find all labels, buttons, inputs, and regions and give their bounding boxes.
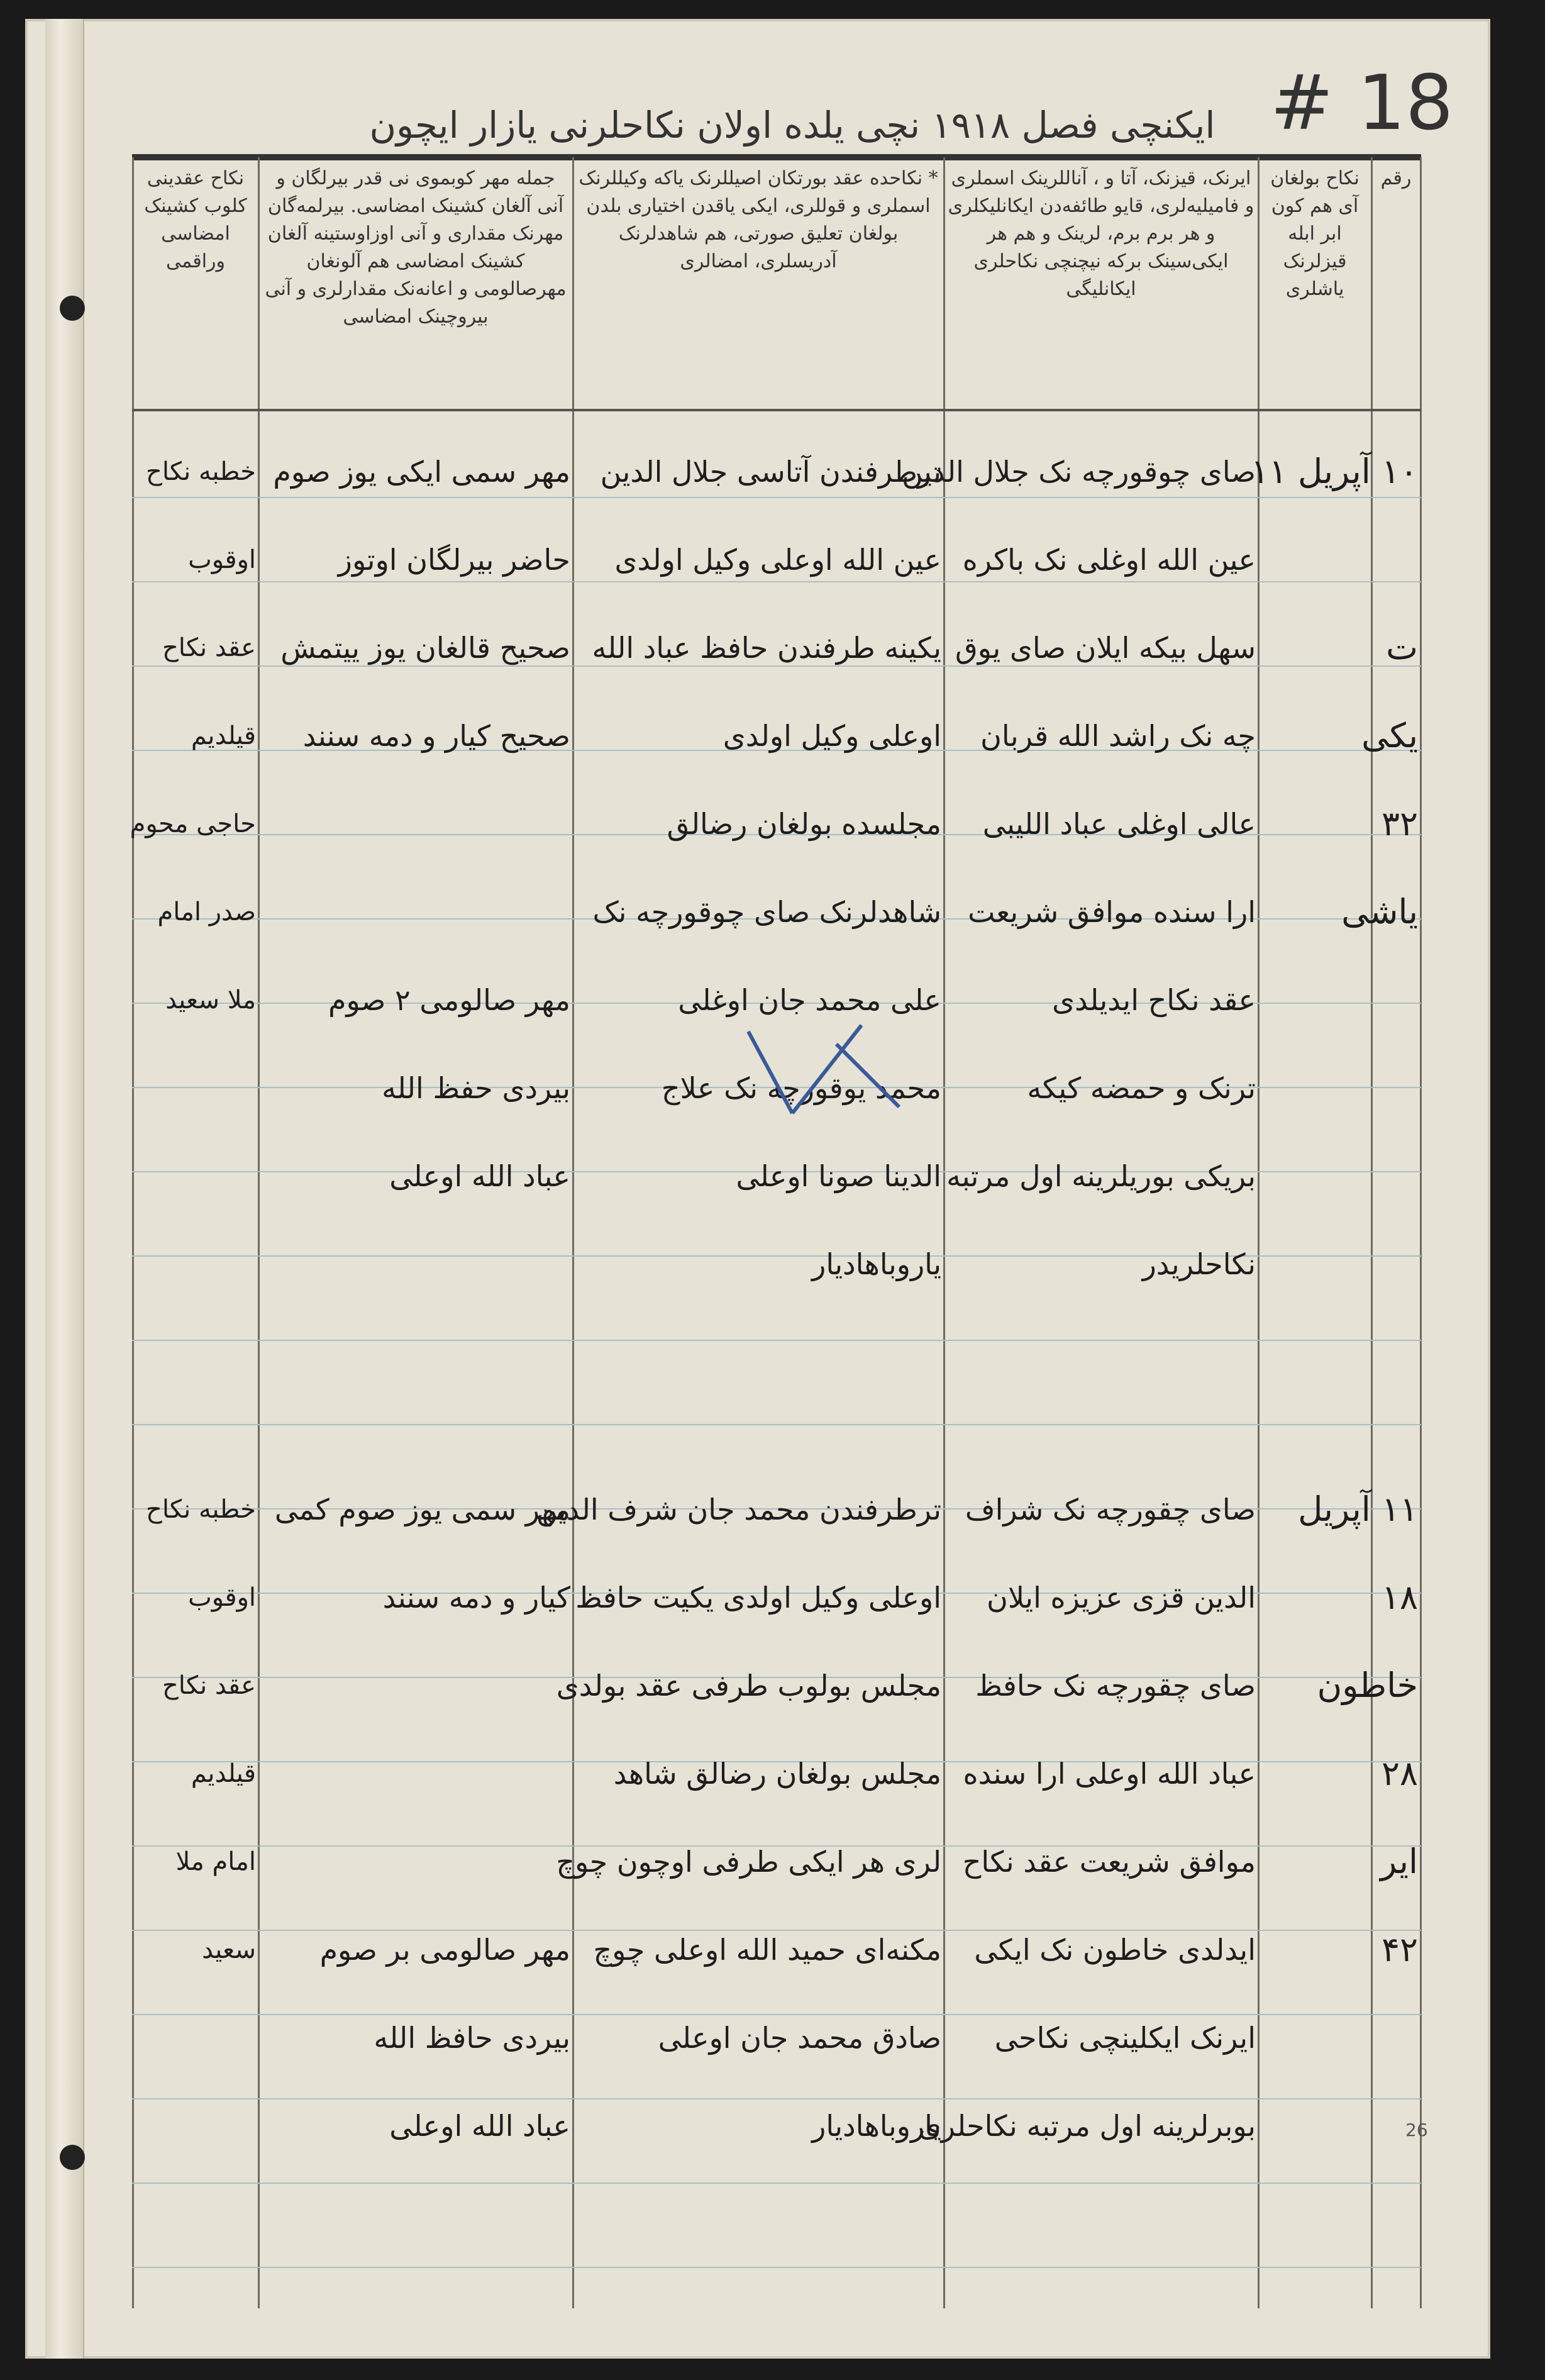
date-cell: ت — [1386, 628, 1418, 667]
names-cell: بوبرلرینه اول مرتبه نکاحلری — [918, 2109, 1256, 2143]
page-heading: ایکنچی فصل ۱۹۱۸ نچی یلده اولان نکاحلرنی یازار ایچون — [369, 104, 1216, 147]
column-header: جمله مهر کوبموی نی قدر بیرلگان و آنی آلغان کشینک امضاسی. بیرلمه‌گان مهرنک مقداری و آنی اوزاوستینه آلغان کشینک امضاسی هم آلونغان مهرصالومی و اعانه‌نک مقدارلری و آنی بیروچینک امضاسی — [265, 167, 567, 328]
parties-cell: صادق محمد جان اوعلی — [658, 2021, 941, 2055]
names-cell: الدین قزی عزیزه ایلان — [987, 1581, 1256, 1615]
parties-cell: علی محمد جان اوغلی — [678, 983, 941, 1017]
date-cell: یکی — [1361, 716, 1418, 755]
names-cell: عباد الله اوعلی ارا سنده — [963, 1757, 1256, 1791]
ruled-line — [132, 1340, 1421, 1341]
names-cell: ایرنک ایکلینچی نکاحی — [994, 2021, 1256, 2055]
mahr-cell: بیردی حافظ الله — [374, 2021, 570, 2055]
folio-number: # 18 — [1270, 60, 1454, 147]
binding-strip — [45, 19, 84, 2359]
parties-cell: مجلس بولغان رضالق شاهد — [613, 1757, 941, 1791]
parties-cell: شاهدلرنک صای چوقورچه نک — [592, 895, 941, 929]
mahr-cell: صحیح قالغان یوز ییتمش — [280, 631, 570, 665]
date-cell: خاطون — [1317, 1665, 1418, 1705]
names-cell: عالی اوغلی عباد اللیبی — [982, 807, 1256, 841]
names-cell: نکاحلریدر — [1142, 1247, 1256, 1281]
date-cell: ۱۸ — [1381, 1577, 1418, 1617]
date-cell: ۱۰ آپریل ۱۱ — [1250, 452, 1418, 491]
imam-cell: صدر امام — [157, 898, 256, 926]
date-cell: ۳۲ — [1381, 804, 1418, 843]
mahr-cell — [261, 1730, 570, 1818]
mahr-cell: صحیح کیار و دمه سنند — [302, 719, 570, 753]
header-bottom-rule — [132, 409, 1421, 411]
mahr-cell: عباد الله اوعلی — [389, 1159, 570, 1193]
parties-cell: یاروباهادیار — [812, 1247, 941, 1281]
imam-cell: عقد نکاح — [162, 1671, 256, 1700]
parties-cell: لری هر ایکی طرفی اوچون چوچ — [556, 1845, 941, 1879]
names-cell: عقد نکاح ایدیلدی — [1052, 983, 1256, 1017]
column-divider — [1420, 157, 1422, 2308]
ruled-line — [132, 2183, 1421, 2184]
imam-cell: ملا سعید — [165, 986, 256, 1015]
column-header: نکاح عقدینی کلوب کشینک امضاسی وراقمی — [144, 167, 247, 272]
names-cell: صای چقورچه نک شراف — [965, 1493, 1256, 1526]
imam-cell: عقد نکاح — [162, 633, 256, 662]
imam-cell: قیلدیم — [191, 721, 256, 750]
names-cell: سهل بیکه ایلان صای یوق — [955, 631, 1256, 665]
imam-cell: اوقوب — [188, 545, 256, 574]
column-header: نکاح بولغان آی هم کون ابر ابله قیزلرنک یاشلری — [1270, 167, 1359, 300]
names-cell: چه نک راشد الله قربان — [980, 719, 1256, 753]
names-cell: ارا سنده موافق شریعت — [968, 895, 1256, 929]
date-cell: ۴۲ — [1381, 1930, 1418, 1969]
imam-cell: قیلدیم — [191, 1759, 256, 1788]
names-cell: موافق شریعت عقد نکاح — [962, 1845, 1256, 1879]
imam-cell: اوقوب — [188, 1583, 256, 1612]
imam-cell: خطبه نکاح — [146, 457, 256, 486]
parties-cell: ترطرفندن محمد جان شرف الدین — [536, 1493, 941, 1526]
mahr-cell — [261, 1642, 570, 1730]
binding-hole — [60, 296, 85, 321]
column-header: * نکاحده عقد بورتکان اصیللرنک یاکه وکیللرنک اسملری و قوللری، ایکی یاقدن اختیاری بلدن بولغان تعلیق صورتی، هم شاهدلرنک آدریسلری، امضالری — [579, 167, 938, 272]
names-cell: صای چقورچه نک حافظ — [975, 1669, 1256, 1703]
mahr-cell: مهر سمی ایکی یوز صوم — [273, 455, 570, 489]
parties-cell: ترطرفندن آتاسی جلال الدین — [600, 455, 941, 489]
imam-cell: حاجی محوم — [130, 809, 256, 838]
mahr-cell: حاضر بیرلگان اوتوز — [338, 543, 570, 577]
mahr-cell — [261, 868, 570, 956]
column-divider — [132, 157, 134, 2308]
names-cell: ایدلدی خاطون نک ایکی — [974, 1933, 1256, 1967]
date-cell: ۲۸ — [1381, 1754, 1418, 1793]
names-cell: صای چوقورچه نک جلال الدین — [902, 455, 1256, 489]
names-cell: عین الله اوغلی نک باکره — [962, 543, 1256, 577]
imam-cell: سعید — [202, 1935, 256, 1964]
parties-cell: مجلس بولوب طرفی عقد بولدی — [556, 1669, 941, 1703]
mahr-cell: بیردی حفظ الله — [382, 1071, 570, 1105]
parties-cell: عین الله اوعلی وکیل اولدی — [614, 543, 941, 577]
header-rule — [132, 154, 1421, 160]
column-header: رقم — [1380, 167, 1412, 189]
date-cell: ۱۱ آپریل — [1298, 1489, 1418, 1529]
imam-cell: امام ملا — [175, 1847, 256, 1876]
ruled-line — [132, 1424, 1421, 1425]
parties-cell: اوعلی وکیل اولدی — [723, 719, 941, 753]
parties-cell: یاروباهادیار — [812, 2109, 941, 2143]
date-cell: ایر — [1380, 1842, 1418, 1881]
mahr-cell — [261, 780, 570, 868]
parties-cell: محمد یوقورچه نک علاج — [661, 1071, 941, 1105]
date-cell — [1261, 516, 1418, 604]
column-divider — [572, 157, 574, 2308]
mahr-cell — [261, 1818, 570, 1906]
mahr-cell: مهر سمی یوز صوم کمی — [274, 1493, 570, 1526]
parties-cell: یکینه طرفندن حافظ عباد الله — [592, 631, 941, 665]
mahr-cell: مهر صالومی ۲ صوم — [328, 983, 570, 1017]
mahr-cell: عباد الله اوعلی — [389, 2109, 570, 2143]
mahr-cell: مهر صالومی بر صوم — [319, 1933, 570, 1967]
page-number: 26 — [1405, 2120, 1428, 2140]
names-cell: ترنک و حمضه کیکه — [1027, 1071, 1256, 1105]
ruled-line — [132, 2267, 1421, 2268]
parties-cell: مکنه‌ای حمید الله اوعلی چوچ — [593, 1933, 941, 1967]
names-cell: بریکی بوریلرینه اول مرتبه — [946, 1159, 1256, 1193]
column-header: ایرنک، قیزنک، آتا و ، آناللرینک اسملری و فامیلیه‌لری، قایو طائفه‌دن ایکانلیکلری و هر برم برم، لرینک و هم هر ایکی‌سینک برکه نیچنچی نکاحلری ایکانلیگی — [948, 167, 1254, 300]
date-cell: یاشی — [1341, 892, 1418, 931]
column-divider — [258, 157, 260, 2308]
blue-pencil-check-mark — [736, 1006, 924, 1132]
imam-cell: خطبه نکاح — [146, 1495, 256, 1524]
mahr-cell: کیار و دمه سنند — [382, 1581, 570, 1615]
parties-cell: مجلسده بولغان رضالق — [667, 807, 941, 841]
binding-hole — [60, 2145, 85, 2170]
parties-cell: الدینا صونا اوعلی — [736, 1159, 941, 1193]
parties-cell: اوعلی وکیل اولدی یکیت حافظ — [575, 1581, 941, 1615]
